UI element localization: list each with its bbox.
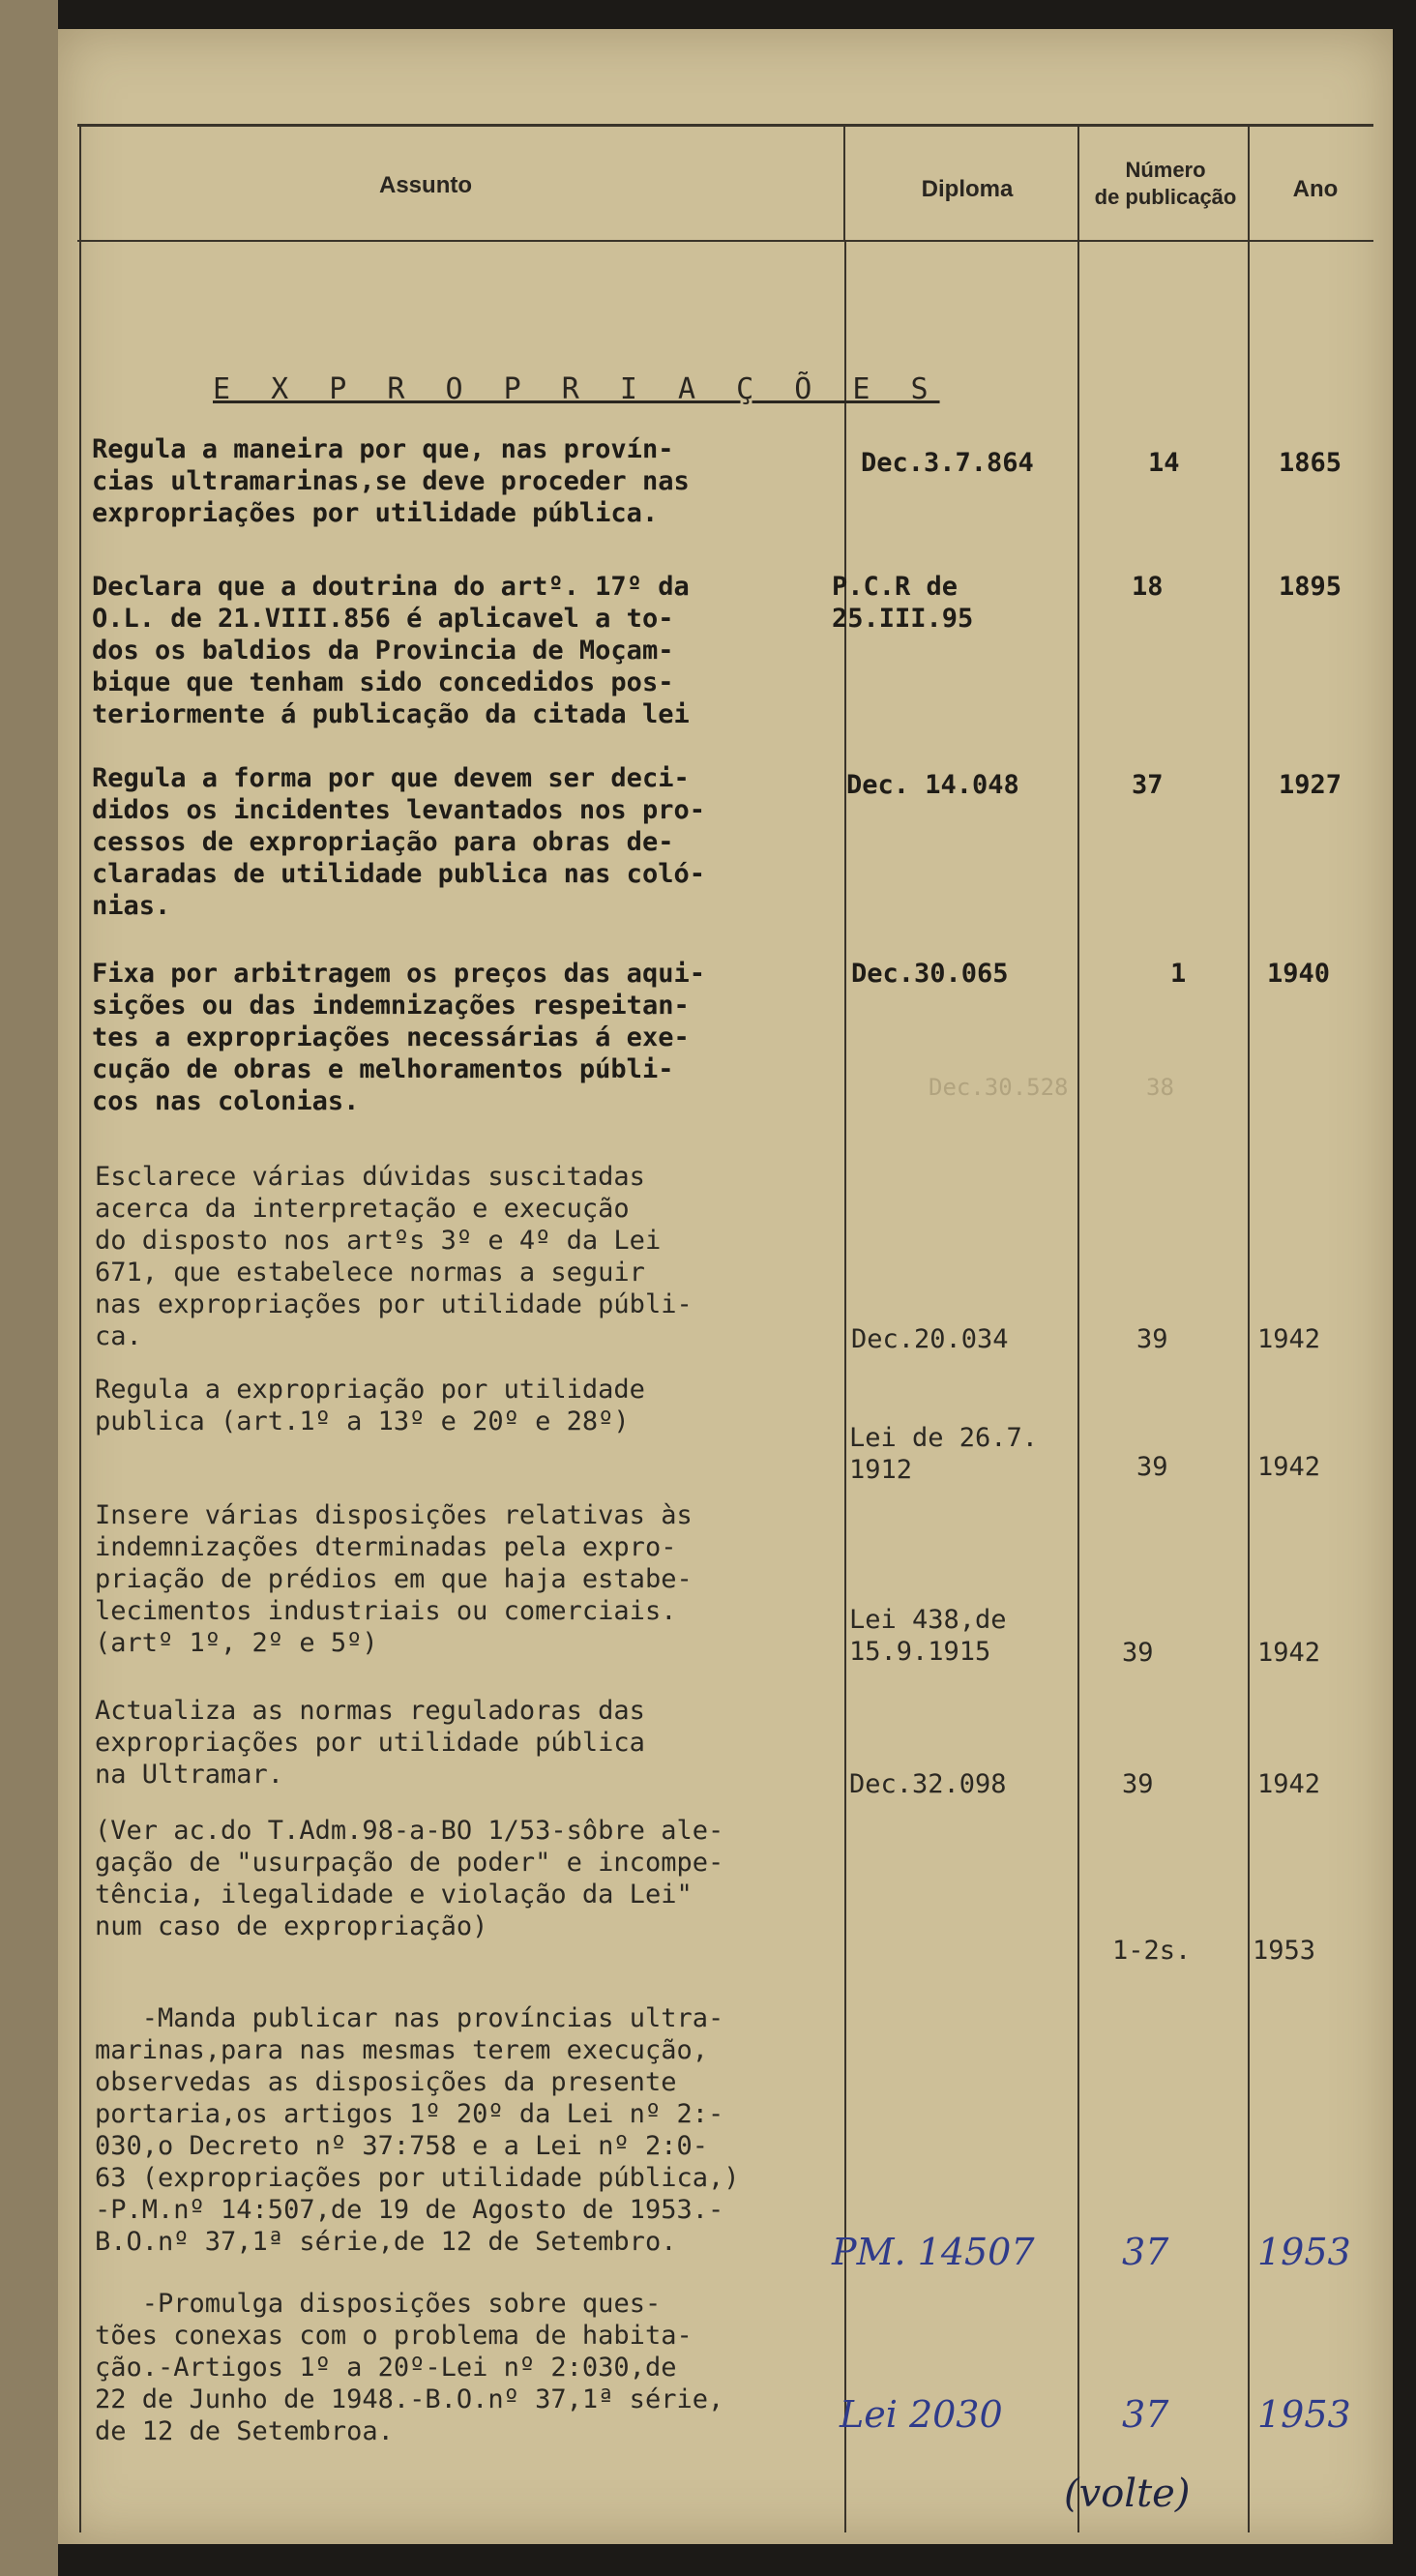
header-numero-line1: Número xyxy=(1125,158,1206,182)
entry-diploma: Dec.32.098 xyxy=(849,1769,1007,1799)
col-divider-numero xyxy=(1077,124,1079,2532)
ghost-numero: 38 xyxy=(1146,1074,1174,1101)
entry-assunto: Regula a forma por que devem ser deci- didos os incidentes levantados nos pro- cessos de expropriação para obras de- claradas de utilidade publica nas coló- nias. xyxy=(92,763,705,921)
col-divider-diploma xyxy=(843,124,845,240)
entry-ano: 1942 xyxy=(1257,1769,1321,1799)
top-rule xyxy=(77,124,1373,127)
entry-assunto: Fixa por arbitragem os preços das aqui- sições ou das indemnizações respeitan- tes a expropriações necessárias á exe- cução de obras e melhoramentos públi- cos nas colonias. xyxy=(92,959,705,1116)
ghost-diploma: Dec.30.528 xyxy=(929,1074,1069,1101)
header-numero-line2: de publicação xyxy=(1094,185,1237,209)
entry-diploma: Lei 438,de 15.9.1915 xyxy=(849,1605,1007,1667)
entry-ano: 1942 xyxy=(1257,1324,1321,1354)
entry-diploma: Dec.3.7.864 xyxy=(861,448,1034,478)
entry-diploma: PM. 14507 xyxy=(832,2231,1035,2273)
entry-numero: 39 xyxy=(1136,1452,1168,1482)
entry-diploma: P.C.R de 25.III.95 xyxy=(832,572,974,634)
entry-assunto: -Manda publicar nas províncias ultra- marinas,para nas mesmas terem execução, observedas as disposições da presente portaria,os artigos 1º 20º da Lei nº 2:- 030,o Decreto nº 37:758 e a Lei nº 2:0- 63 (expropriações por utilidade pública,) -P.M.nº 14:507,de 19 de Agosto de 1953.- B.O.nº 37,1ª série,de 12 de Setembro. xyxy=(95,2003,740,2257)
entry-numero: 37 xyxy=(1122,2393,1169,2436)
section-title: E X P R O P R I A Ç Õ E S xyxy=(213,372,940,406)
entry-assunto: Esclarece várias dúvidas suscitadas acerca da interpretação e execução do disposto nos artºs 3º e 4º da Lei 671, que estabelece normas a seguir nas expropriações por utilidade públi- ca. xyxy=(95,1162,693,1351)
header-numero xyxy=(1083,157,1248,211)
entry-diploma: Lei 2030 xyxy=(840,2393,1003,2436)
entry-ano: 1953 xyxy=(1257,2393,1351,2436)
entry-ano: 1942 xyxy=(1257,1638,1321,1668)
entry-numero: 37 xyxy=(1122,2231,1169,2273)
entry-diploma: Dec.20.034 xyxy=(851,1324,1009,1354)
entry-ano: 1895 xyxy=(1279,572,1342,602)
entry-diploma: Dec. 14.048 xyxy=(846,770,1019,800)
footnote-volte: (volte) xyxy=(1064,2472,1191,2516)
entry-ano: 1942 xyxy=(1257,1452,1321,1482)
col-divider-ano xyxy=(1248,124,1250,2532)
document-page xyxy=(58,29,1393,2544)
entry-numero: 1-2s. xyxy=(1112,1936,1192,1966)
header-ano: Ano xyxy=(1292,176,1339,202)
entry-numero: 14 xyxy=(1148,448,1180,478)
entry-assunto: Declara que a doutrina do artº. 17º da O.L. de 21.VIII.856 é aplicavel a to- dos os baldios da Provincia de Moçam- bique que tenham sido concedidos pos- teriormente á publicação da citada lei xyxy=(92,572,690,729)
entry-assunto: Regula a expropriação por utilidade publica (art.1º a 13º e 20º e 28º) xyxy=(95,1375,645,1436)
col-left-border xyxy=(79,124,81,2532)
entry-ano: 1927 xyxy=(1279,770,1342,800)
header-rule xyxy=(77,240,1373,242)
entry-assunto: -Promulga disposições sobre ques- tões conexas com o problema de habita- ção.-Artigos 1º a 20º-Lei nº 2:030,de 22 de Junho de 1948.-B.O.nº 37,1ª série, de 12 de Setembroa. xyxy=(95,2289,724,2446)
entry-diploma: Lei de 26.7. 1912 xyxy=(849,1423,1039,1485)
entry-assunto: (Ver ac.do T.Adm.98-a-BO 1/53-sôbre ale- gação de "usurpação de poder" e incompe- tência, ilegalidade e violação da Lei" num caso de expropriação) xyxy=(95,1816,724,1941)
binding-strip xyxy=(0,0,58,2576)
entry-numero: 39 xyxy=(1122,1769,1154,1799)
entry-assunto: Actualiza as normas reguladoras das expropriações por utilidade pública na Ultramar. xyxy=(95,1696,645,1790)
entry-numero: 1 xyxy=(1170,959,1187,989)
entry-numero: 39 xyxy=(1122,1638,1154,1668)
header-diploma: Diploma xyxy=(921,176,1014,202)
entry-numero: 39 xyxy=(1136,1324,1168,1354)
entry-numero: 18 xyxy=(1132,572,1164,602)
entry-assunto: Insere várias disposições relativas às indemnizações dterminadas pela expro- priação de prédios em que haja estabe- lecimentos industriais ou comerciais. (artº 1º, 2º e 5º) xyxy=(95,1500,693,1658)
entry-ano: 1953 xyxy=(1253,1936,1316,1966)
header-assunto: Assunto xyxy=(379,172,472,198)
entry-ano: 1940 xyxy=(1267,959,1331,989)
entry-ano: 1953 xyxy=(1257,2231,1351,2273)
entry-diploma: Dec.30.065 xyxy=(851,959,1009,989)
entry-assunto: Regula a maneira por que, nas provín- cias ultramarinas,se deve proceder nas expropriações por utilidade pública. xyxy=(92,434,690,528)
entry-numero: 37 xyxy=(1132,770,1164,800)
entry-ano: 1865 xyxy=(1279,448,1342,478)
